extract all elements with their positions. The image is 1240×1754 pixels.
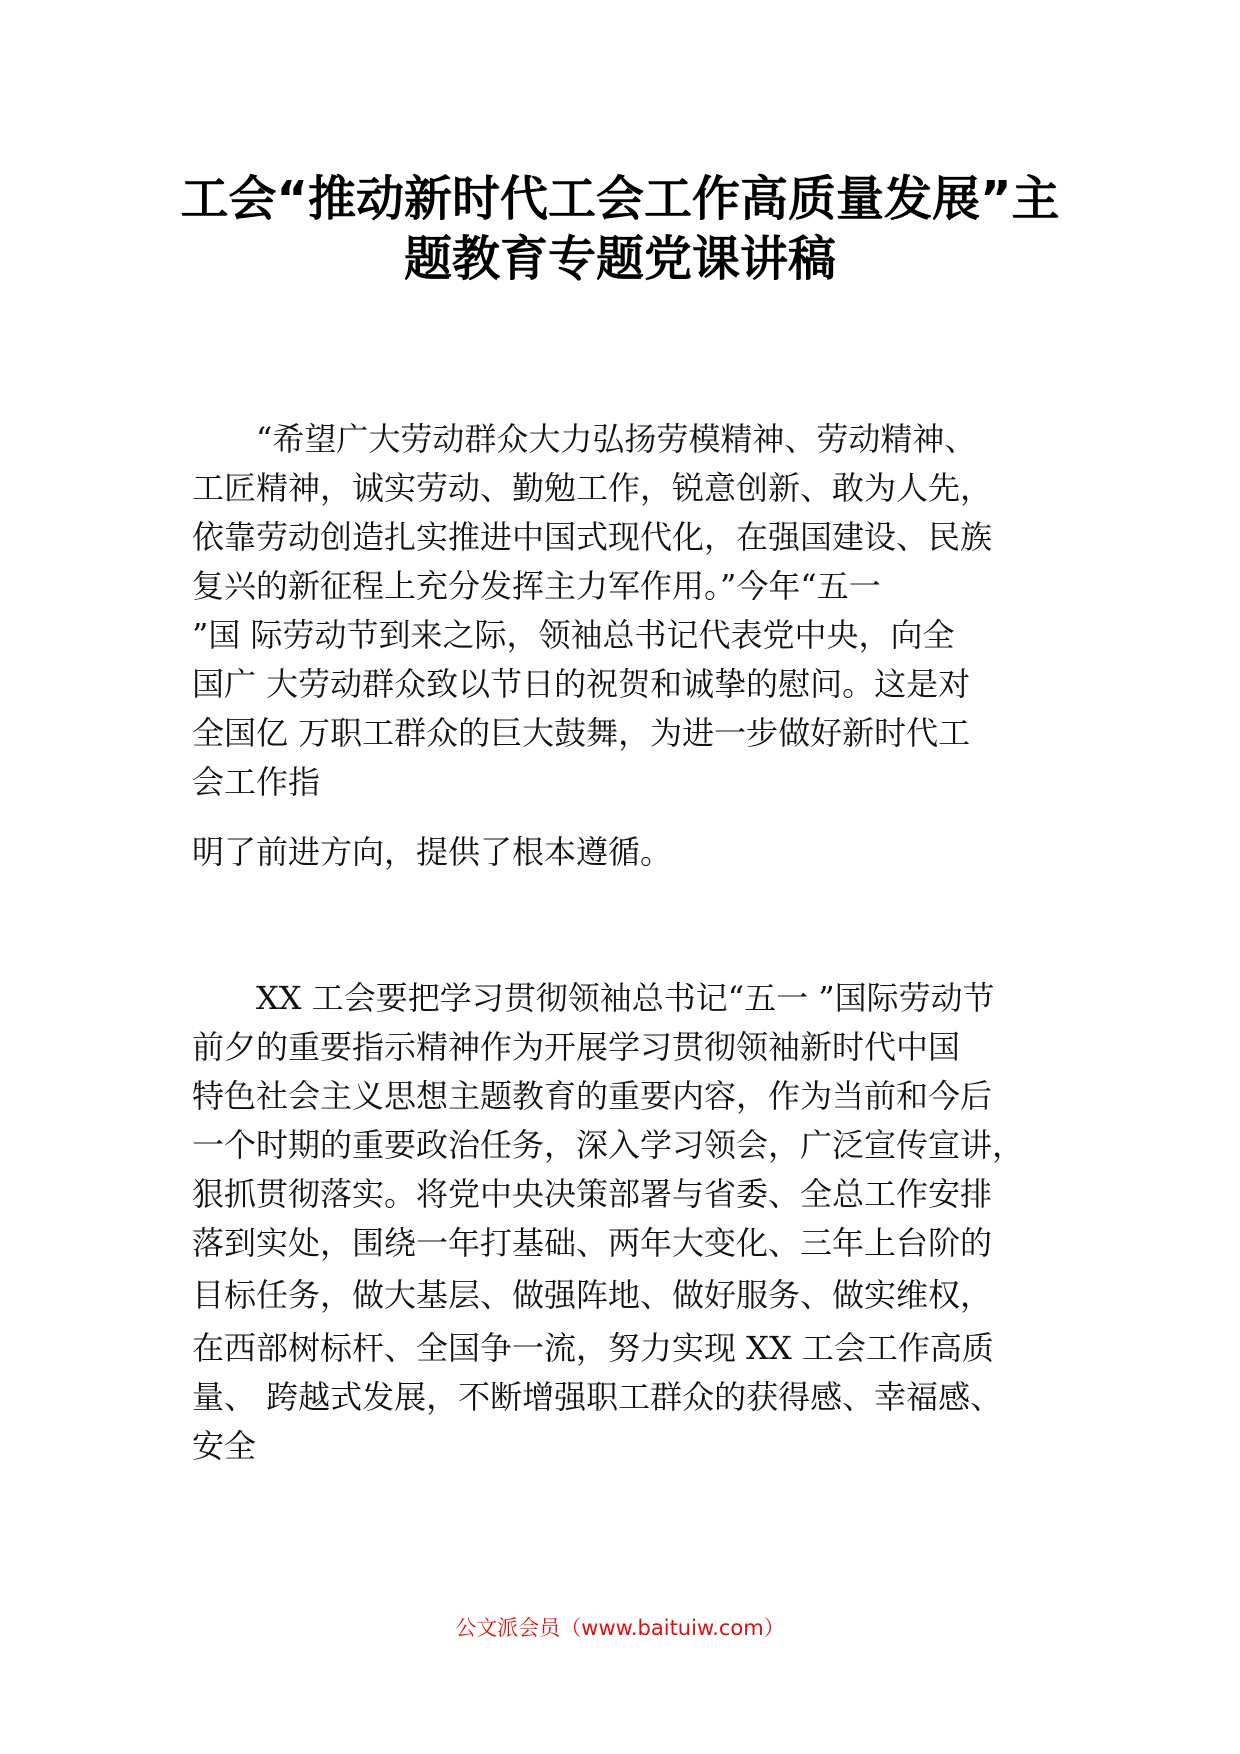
paragraph-line: 明了前进方向，提供了根本遵循。 [192, 833, 673, 871]
paragraph-line: 落到实处，围绕一年打基础、两年大变化、三年上台阶的 [192, 1224, 993, 1262]
document-title-line-2: 题教育专题党课讲稿 [403, 231, 836, 287]
paragraph-line: XX 工会要把学习贯彻领袖总书记“五一 ”国际劳动节 [192, 979, 995, 1017]
paragraph-line: 目标任务，做大基层、做强阵地、做好服务、做实维权， [192, 1276, 993, 1314]
paragraph-line: 狠抓贯彻落实。将党中央决策部署与省委、全总工作安排 [192, 1175, 993, 1213]
paragraph-line: 全国亿 万职工群众的巨大鼓舞，为进一步做好新时代工 [192, 714, 971, 752]
paragraph-line: ”国 际劳动节到来之际，领袖总书记代表党中央，向全 [192, 616, 955, 654]
paragraph-line: “希望广大劳动群众大力弘扬劳模精神、劳动精神、 [192, 420, 977, 458]
paragraph-line: 特色社会主义思想主题教育的重要内容，作为当前和今后 [192, 1077, 993, 1115]
paragraph-line: 依靠劳动创造扎实推进中国式现代化，在强国建设、民族 [192, 518, 993, 556]
paragraph-line: 安全 [192, 1427, 257, 1465]
paragraph-line: 会工作指 [192, 763, 321, 801]
paragraph-line: 量、 跨越式发展，不断增强职工群众的获得感、幸福感、 [192, 1378, 1003, 1416]
document-title-line-1: 工会“推动新时代工会工作高质量发展”主 [180, 171, 1060, 227]
paragraph-line: 国广 大劳动群众致以节日的祝贺和诚挚的慰问。这是对 [192, 665, 971, 703]
paragraph-line: 在西部树标杆、全国争一流，努力实现 XX 工会工作高质 [192, 1329, 994, 1367]
footer-watermark-link[interactable]: 公文派会员（www.baituiw.com） [455, 1616, 785, 1640]
paragraph-line: 前夕的重要指示精神作为开展学习贯彻领袖新时代中国 [192, 1028, 961, 1066]
paragraph-line: 一个时期的重要政治任务，深入学习领会，广泛宣传宣讲， [192, 1126, 1025, 1164]
paragraph-line: 工匠精神，诚实劳动、勤勉工作，锐意创新、敢为人先， [192, 469, 993, 507]
paragraph-line: 复兴的新征程上充分发挥主力军作用。”今年“五一 [192, 567, 881, 605]
